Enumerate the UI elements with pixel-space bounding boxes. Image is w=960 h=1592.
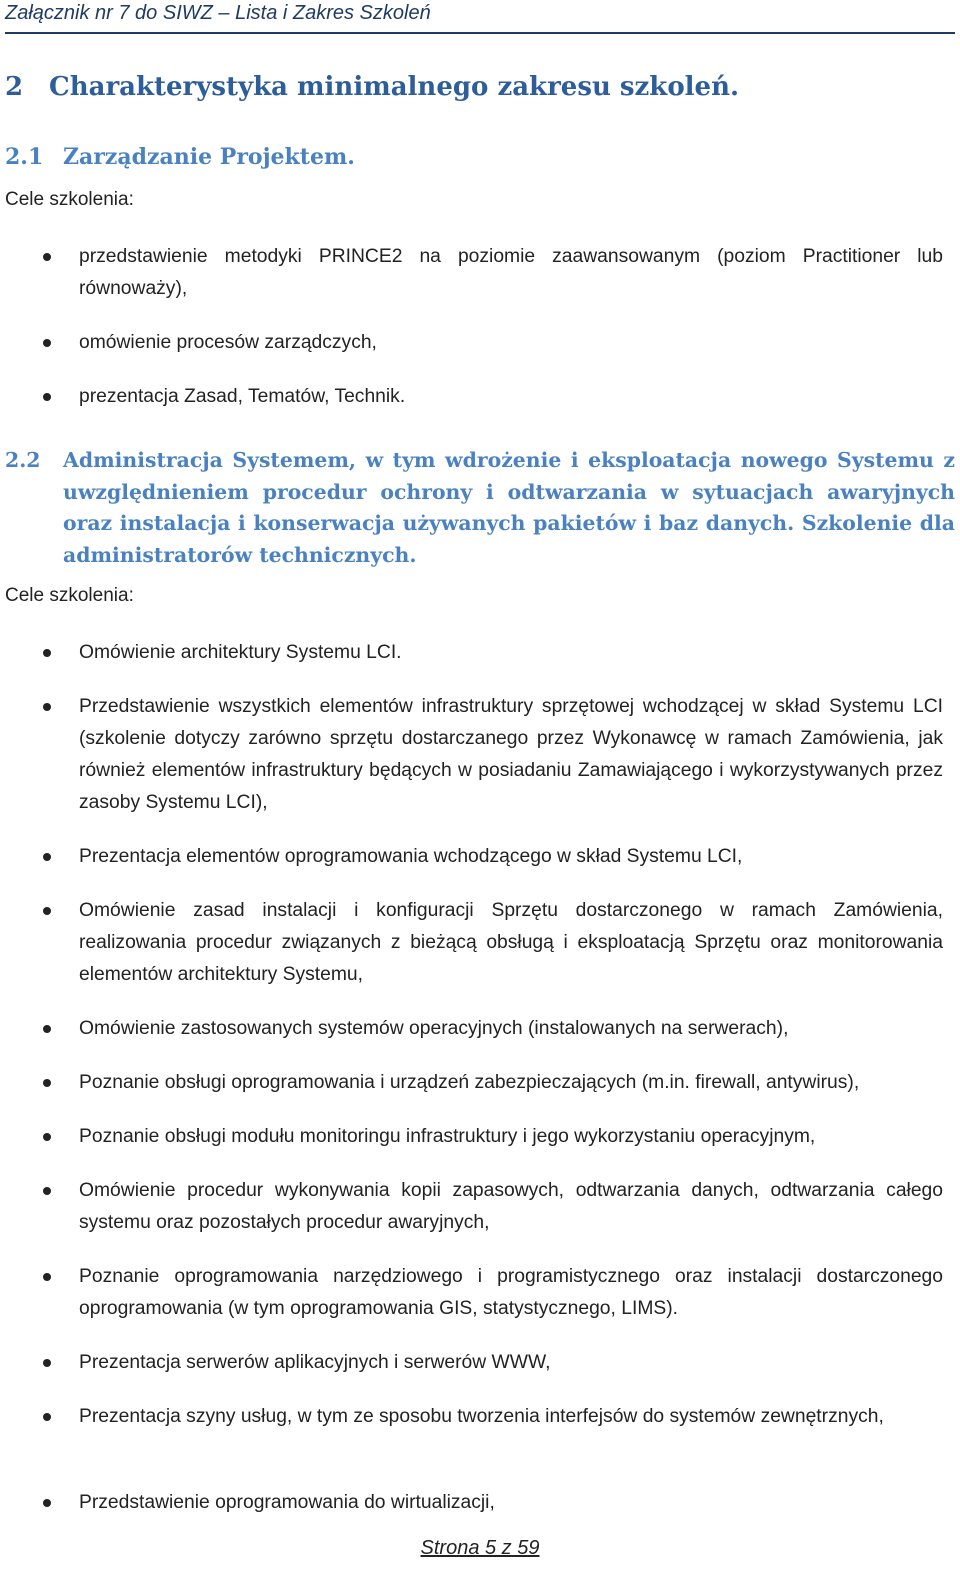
bullet-icon [43, 1079, 51, 1087]
bullet-icon [43, 1025, 51, 1033]
list-item-text: Prezentacja elementów oprogramowania wchodzącego w skład Systemu LCI, [79, 846, 743, 867]
list-item-text: Omówienie architektury Systemu LCI. [79, 642, 402, 663]
bullet-icon [43, 393, 51, 401]
bullet-icon [43, 1187, 51, 1195]
list-item-text: Przedstawienie oprogramowania do wirtualizacji, [79, 1492, 495, 1513]
list-item-text: przedstawienie metodyki PRINCE2 na poziomie zaawansowanym (poziom Practitioner lub równoważy), [79, 246, 943, 299]
list-item-text: Omówienie procedur wykonywania kopii zapasowych, odtwarzania danych, odtwarzania całego systemu oraz pozostałych procedur awaryjnych, [79, 1180, 943, 1233]
header-title: Załącznik nr 7 do SIWZ – Lista i Zakres Szkoleń [5, 2, 431, 24]
list-item-text: Poznanie obsługi oprogramowania i urządzeń zabezpieczających (m.in. firewall, antywirus), [79, 1072, 860, 1093]
subsection-title: Zarządzanie Projektem. [63, 144, 355, 170]
list-item-text: Przedstawienie wszystkich elementów infrastruktury sprzętowej wchodzącej w skład Systemu LCI (szkolenie dotyczy zarówno sprzętu dostarczanego przez Wykonawcę w ramach Zamówienia, jak również elementów infrastruktury będących w posiadaniu Zamawiającego i wykorzystywanych przez zasoby Systemu LCI), [79, 696, 943, 813]
bullet-icon [43, 1133, 51, 1141]
subsection-number: 2.1 [5, 144, 44, 170]
list-item-text: Prezentacja serwerów aplikacyjnych i serwerów WWW, [79, 1352, 551, 1373]
list-item-text: omówienie procesów zarządczych, [79, 332, 377, 353]
page-header [5, 0, 955, 34]
goals-label: Cele szkolenia: [5, 585, 134, 606]
section-number: 2 [5, 72, 24, 102]
bullet-icon [43, 1499, 51, 1507]
bullet-icon [43, 907, 51, 915]
bullet-icon [43, 649, 51, 657]
goals-label: Cele szkolenia: [5, 189, 134, 210]
bullet-icon [43, 253, 51, 261]
subsection-title: Administracja Systemem, w tym wdrożenie i eksploatacja nowego Systemu z uwzględnieniem procedur ochrony i odtwarzania w sytuacjach awaryjnych oraz instalacja i konserwacja używanych pakietów i baz danych. Szkolenie dla administratorów technicznych. [63, 448, 955, 567]
list-item-text: prezentacja Zasad, Tematów, Technik. [79, 386, 406, 407]
list-item-text: Prezentacja szyny usług, w tym ze sposobu tworzenia interfejsów do systemów zewnętrznych, [79, 1406, 884, 1427]
list-item-text: Poznanie oprogramowania narzędziowego i programistycznego oraz instalacji dostarczonego oprogramowania (w tym oprogramowania GIS, statystycznego, LIMS). [79, 1266, 943, 1319]
bullet-icon [43, 1359, 51, 1367]
bullet-icon [43, 339, 51, 347]
section-title: Charakterystyka minimalnego zakresu szkoleń. [49, 72, 740, 102]
list-item-text: Poznanie obsługi modułu monitoringu infrastruktury i jego wykorzystaniu operacyjnym, [79, 1126, 816, 1147]
subsection-heading-2-1 [5, 144, 355, 170]
bullet-icon [43, 1413, 51, 1421]
list-item-text: Omówienie zastosowanych systemów operacyjnych (instalowanych na serwerach), [79, 1018, 789, 1039]
bullet-icon [43, 1273, 51, 1281]
bullet-icon [43, 853, 51, 861]
section-heading [5, 72, 739, 102]
subsection-number: 2.2 [5, 448, 41, 472]
subsection-heading-2-2 [5, 445, 955, 571]
bullet-icon [43, 703, 51, 711]
list-item-text: Omówienie zasad instalacji i konfiguracji Sprzętu dostarczonego w ramach Zamówienia, realizowania procedur związanych z bieżącą obsługą i eksploatacją Sprzętu oraz monitorowania elementów architektury Systemu, [79, 900, 943, 985]
page-number: Strona 5 z 59 [420, 1537, 540, 1559]
